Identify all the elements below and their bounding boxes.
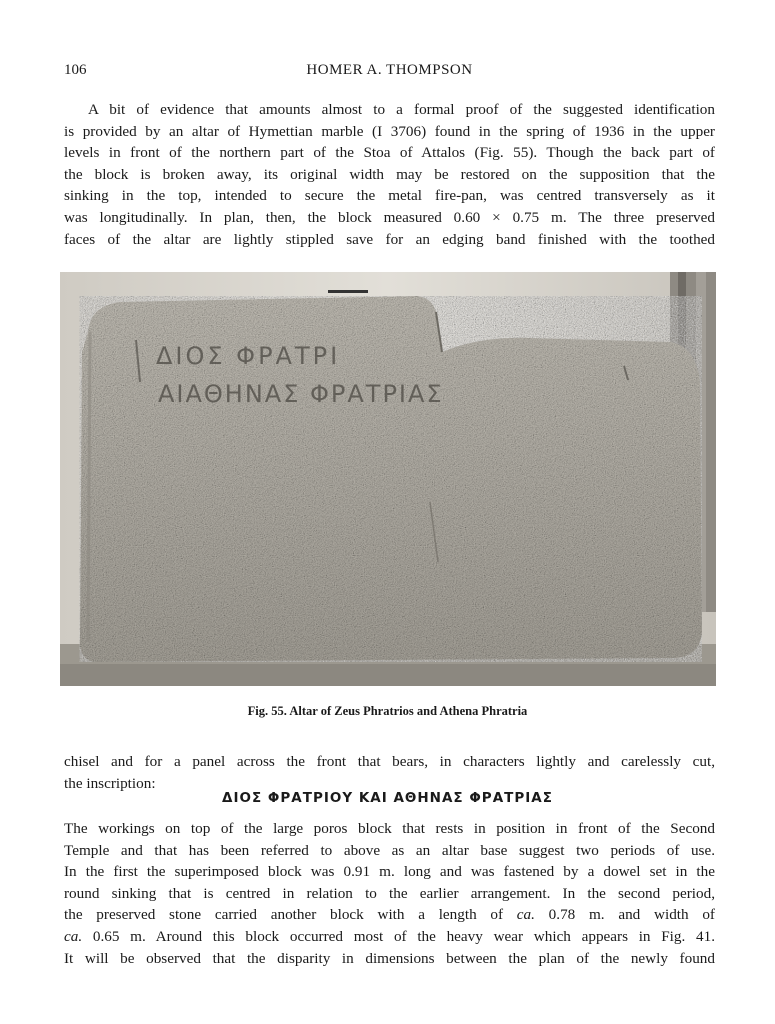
stone-inscription-line2: ΑΙΑΘΗΝΑΣ ΦΡΑΤΡΙΑΣ <box>158 380 444 408</box>
paragraph-3 <box>64 818 715 969</box>
figure-caption: Fig. 55. Altar of Zeus Phratrios and Athena Phratria <box>247 704 528 718</box>
paragraph-1-line: faces of the altar are lightly stippled save for an edging band finished with the toothed <box>64 230 715 248</box>
greek-inscription: ΔΙΟΣ ΦΡΑΤΡΙΟΥ ΚΑΙ ΑΘΗΝΑΣ ΦΡΑΤΡΙΑΣ <box>222 790 553 806</box>
paragraph-1-line: A bit of evidence that amounts almost to a formal proof of the suggested identification <box>88 101 715 118</box>
paragraph-1-line: the block is broken away, its original width may be restored on the supposition that the <box>64 165 715 183</box>
paragraph-3-line: In the first the superimposed block was 0.91 m. long and was fastened by a dowel set in the <box>64 863 715 881</box>
altar-photograph <box>60 272 716 686</box>
line-text: 0.65 m. Around this block occurred most of the heavy wear which appears in Fig. 41. <box>82 927 715 945</box>
paragraph-2-line: the inscription: <box>64 774 156 792</box>
page-number: 106 <box>64 62 87 78</box>
paragraph-2-line: chisel and for a panel across the front that bears, in characters lightly and carelessly cut, <box>64 753 715 770</box>
paragraph-1 <box>64 99 715 250</box>
paragraph-3-line <box>64 926 715 948</box>
paragraph-3-line: round sinking that is centred in relation to the earlier arrangement. In the second period, <box>64 884 715 902</box>
paragraph-1-line: levels in front of the northern part of the Stoa of Attalos (Fig. 55). Though the back part of <box>64 144 715 162</box>
line-text: 0.78 m. and width of <box>534 906 715 924</box>
altar-photo-image <box>60 272 716 686</box>
stone-inscription-line1: ΔΙΟΣ ΦΡΑΤΡΙ <box>156 342 341 370</box>
paragraph-1-line: was longitudinally. In plan, then, the block measured 0.60 × 0.75 m. The three preserved <box>64 208 715 226</box>
page-header <box>64 62 715 84</box>
paragraph-3-line: Temple and that has been referred to above as an altar base suggest two periods of use. <box>64 841 715 859</box>
circa-abbrev: ca. <box>64 927 83 945</box>
circa-abbrev: ca. <box>516 906 535 924</box>
paragraph-1-line: is provided by an altar of Hymettian marble (I 3706) found in the spring of 1936 in the upper <box>64 122 715 140</box>
paragraph-3-line <box>64 904 715 926</box>
paragraph-3-line: It will be observed that the disparity in dimensions between the plan of the newly found <box>64 949 715 967</box>
paragraph-2 <box>64 751 715 794</box>
paragraph-3-line: The workings on top of the large poros block that rests in position in front of the Second <box>64 820 715 837</box>
running-head: HOMER A. THOMPSON <box>306 62 473 78</box>
paragraph-1-line: sinking in the top, intended to secure the metal fire-pan, was centred transversely as it <box>64 187 715 205</box>
line-text: the preserved stone carried another block with a length of <box>64 906 517 924</box>
